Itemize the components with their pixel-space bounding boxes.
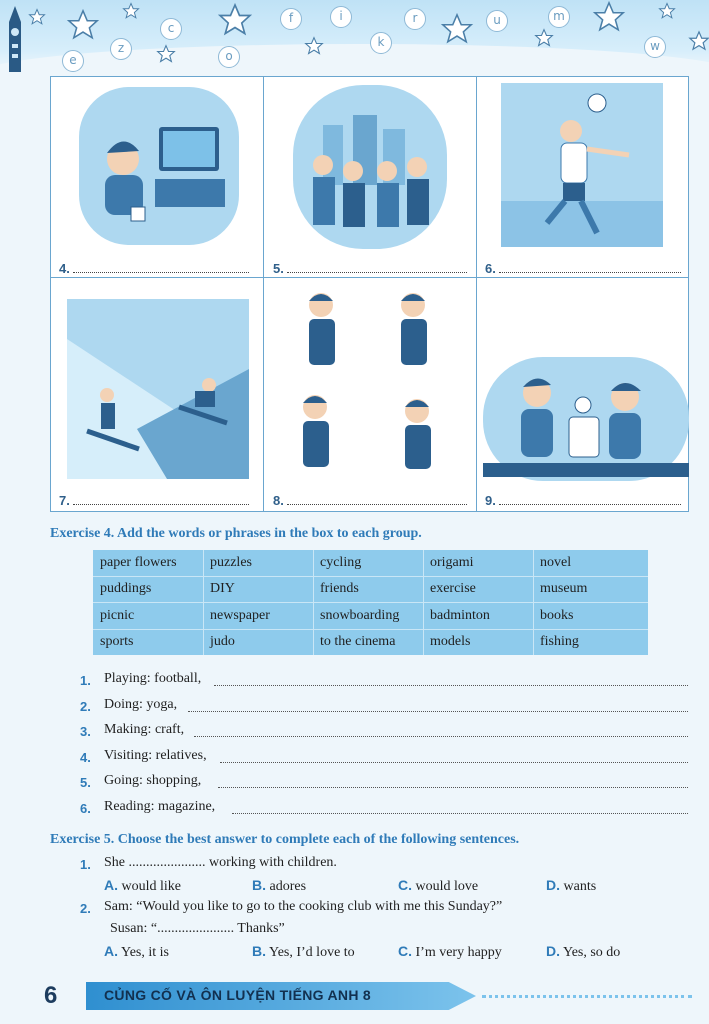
item-number: 3. — [80, 724, 91, 739]
martial-arts-icon — [285, 287, 455, 477]
word-cell: models — [430, 634, 471, 649]
word-cell: friends — [320, 581, 359, 596]
banner-wave — [0, 44, 709, 72]
word-cell: picnic — [100, 608, 135, 623]
word-cell: newspaper — [210, 608, 270, 623]
item-number: 6. — [80, 801, 91, 816]
word-cell: snowboarding — [320, 608, 400, 623]
option-b[interactable]: B. adores — [252, 877, 307, 894]
exercise5-title: Exercise 5. Choose the best answer to complete each of the following sentences. — [50, 832, 520, 847]
footer-dots — [482, 995, 692, 998]
option-d[interactable]: D. Yes, so do — [546, 943, 621, 960]
word-cell: museum — [540, 581, 588, 596]
word-cell: fishing — [540, 634, 579, 649]
answer-line[interactable] — [232, 812, 688, 814]
header-banner — [0, 0, 709, 72]
option-d[interactable]: D. wants — [546, 877, 597, 894]
book-title: CỦNG CỐ VÀ ÔN LUYỆN TIẾNG ANH 8 — [104, 987, 372, 1003]
star-icon — [658, 2, 676, 20]
banner-letter: r — [404, 8, 426, 30]
banner-letter: u — [486, 10, 508, 32]
models-icon — [483, 357, 689, 481]
picture-label: 5. — [273, 261, 467, 276]
banner-letter: k — [370, 32, 392, 54]
option-a[interactable]: A. Yes, it is — [104, 943, 169, 960]
word-cell: paper flowers — [100, 555, 177, 570]
word-cell: novel — [540, 555, 572, 570]
banner-letter: o — [218, 46, 240, 68]
word-cell: to the cinema — [320, 634, 396, 649]
item-number: 1. — [80, 673, 91, 688]
banner-letter: f — [280, 8, 302, 30]
item-text: Doing: yoga, — [104, 697, 178, 712]
banner-letter: c — [160, 18, 182, 40]
exercise4-title: Exercise 4. Add the words or phrases in the box to each group. — [50, 526, 422, 541]
star-icon — [534, 28, 554, 48]
word-cell: puddings — [100, 581, 152, 596]
clock-tower-icon — [6, 4, 24, 72]
picture-label: 8. — [273, 493, 467, 508]
picture-label: 9. — [485, 493, 681, 508]
word-cell: puzzles — [210, 555, 252, 570]
picture-label: 4. — [59, 261, 249, 276]
answer-line[interactable] — [214, 684, 688, 686]
item-text: Playing: football, — [104, 671, 202, 686]
answer-line[interactable] — [188, 710, 688, 712]
word-cell: exercise — [430, 581, 476, 596]
question-text-reply: Susan: “...................... Thanks” — [110, 921, 285, 936]
option-b[interactable]: B. Yes, I’d love to — [252, 943, 355, 960]
star-icon — [28, 8, 46, 26]
word-cell: books — [540, 608, 574, 623]
picture-label: 7. — [59, 493, 249, 508]
word-cell: badminton — [430, 608, 490, 623]
word-box — [93, 550, 648, 655]
item-number: 4. — [80, 750, 91, 765]
option-c[interactable]: C. would love — [398, 877, 479, 894]
star-icon — [688, 30, 709, 52]
snowboarding-icon — [67, 299, 249, 479]
banner-letter: m — [548, 6, 570, 28]
option-c[interactable]: C. I’m very happy — [398, 943, 502, 960]
question-number: 1. — [80, 857, 91, 872]
item-number: 2. — [80, 699, 91, 714]
item-number: 5. — [80, 775, 91, 790]
question-text: She ...................... working with children. — [104, 855, 337, 870]
item-text: Visiting: relatives, — [104, 748, 207, 763]
picture-label: 6. — [485, 261, 681, 276]
answer-line[interactable] — [218, 786, 688, 788]
star-icon — [66, 8, 100, 42]
banner-letter: w — [644, 36, 666, 58]
word-cell: sports — [100, 634, 134, 649]
video-game-icon — [79, 87, 239, 245]
picture-grid — [50, 76, 689, 512]
option-a[interactable]: A. would like — [104, 877, 181, 894]
word-cell: judo — [210, 634, 235, 649]
star-icon — [156, 44, 176, 64]
item-text: Reading: magazine, — [104, 799, 216, 814]
star-icon — [122, 2, 140, 20]
question-number: 2. — [80, 901, 91, 916]
banner-letter: e — [62, 50, 84, 72]
item-text: Going: shopping, — [104, 773, 202, 788]
friends-icon — [283, 85, 457, 249]
star-icon — [592, 0, 626, 34]
answer-line[interactable] — [194, 735, 688, 737]
answer-line[interactable] — [220, 761, 688, 763]
page-number: 6 — [44, 982, 58, 1009]
banner-letter: z — [110, 38, 132, 60]
volleyball-icon — [501, 83, 663, 247]
banner-letter: i — [330, 6, 352, 28]
star-icon — [304, 36, 324, 56]
word-cell: DIY — [210, 581, 235, 596]
star-icon — [217, 2, 253, 38]
word-cell: cycling — [320, 555, 362, 570]
question-text: Sam: “Would you like to go to the cooking club with me this Sunday?” — [104, 899, 503, 914]
item-text: Making: craft, — [104, 722, 185, 737]
word-cell: origami — [430, 555, 474, 570]
star-icon — [440, 12, 474, 46]
